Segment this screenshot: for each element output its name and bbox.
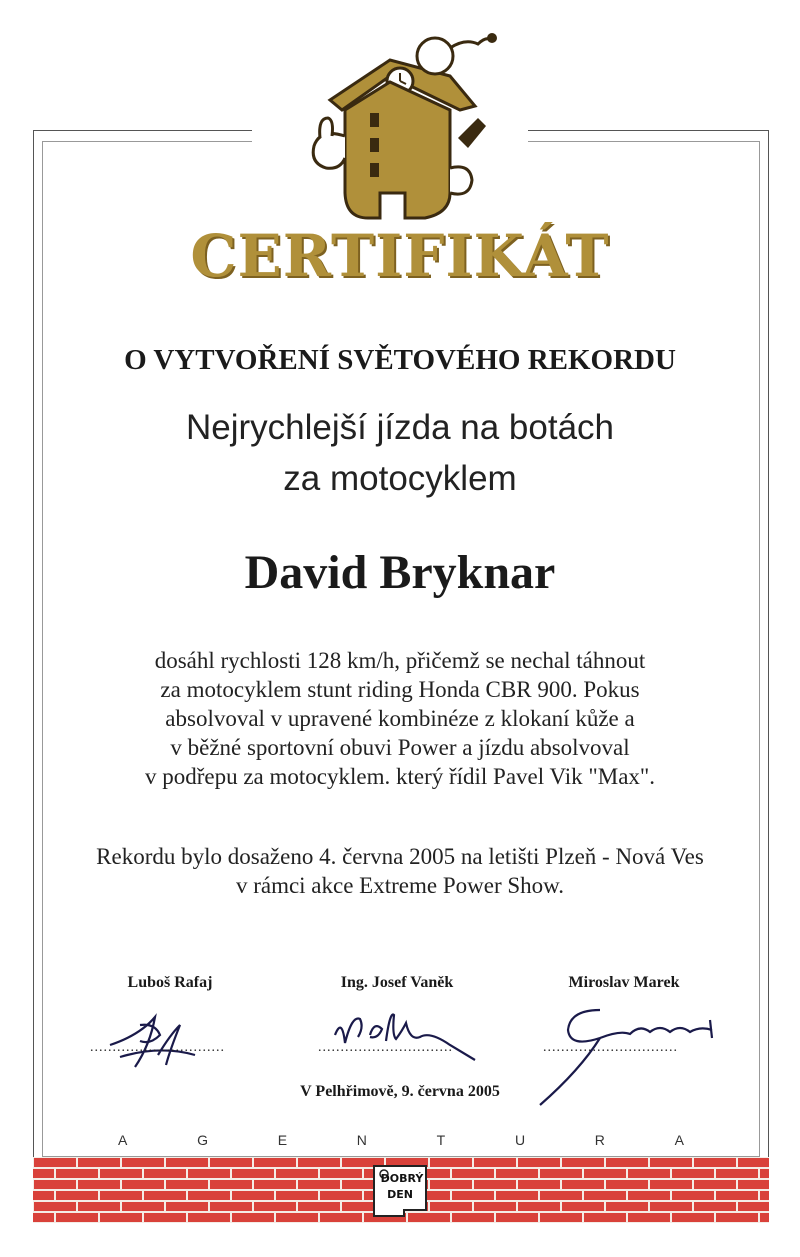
agentura-letter: A [674, 1132, 684, 1148]
record-name-line-1: Nejrychlejší jízda na botách [186, 408, 614, 447]
holder-name: David Bryknar [244, 546, 556, 599]
description-line: v podřepu za motocyklem. který řídil Pavel Vik "Max". [144, 764, 656, 789]
record-name-line-2: za motocyklem [283, 459, 517, 498]
certificate-subtitle: O VYTVOŘENÍ SVĚTOVÉHO REKORDU [124, 344, 676, 376]
signer-name-2: Ing. Josef Vaněk [340, 974, 454, 991]
signer-name-3: Miroslav Marek [568, 974, 680, 991]
signature-line-3: .............................. [543, 1040, 678, 1055]
agentura-letter: R [594, 1132, 605, 1148]
logo-text-line2: DEN [387, 1188, 413, 1201]
description-line: za motocyklem stunt riding Honda CBR 900. Pokus [160, 677, 640, 702]
certificate-title: CERTIFIKÁT [190, 222, 610, 290]
signature-2 [330, 1005, 480, 1065]
agentura-letter: E [277, 1132, 288, 1148]
signer-name-1: Luboš Rafaj [127, 974, 213, 991]
place-and-date: V Pelhřimově, 9. června 2005 [300, 1083, 500, 1100]
logo-text-line1: DOBRÝ [380, 1172, 424, 1185]
description-line: dosáhl rychlosti 128 km/h, přičemž se nechal táhnout [154, 648, 646, 673]
agentura-letter: A [118, 1132, 128, 1148]
house-mascot-logo [300, 18, 500, 233]
agentura-letter: G [197, 1132, 208, 1148]
signature-line-2: .............................. [318, 1040, 453, 1055]
agentura-label [118, 1132, 684, 1148]
agentura-letter: U [514, 1132, 526, 1148]
description-line: v běžné sportovní obuvi Power a jízdu absolvoval [170, 735, 630, 760]
event-line: Rekordu bylo dosaženo 4. června 2005 na letišti Plzeň - Nová Ves [96, 844, 704, 869]
description-line: absolvoval v upravené kombinéze z klokaní kůže a [165, 706, 635, 731]
agentura-letter: N [356, 1132, 367, 1148]
dobry-den-logo [370, 1160, 430, 1218]
agentura-letter: T [436, 1132, 446, 1148]
event-line: v rámci akce Extreme Power Show. [235, 873, 565, 898]
signature-line-1: .............................. [90, 1040, 225, 1055]
